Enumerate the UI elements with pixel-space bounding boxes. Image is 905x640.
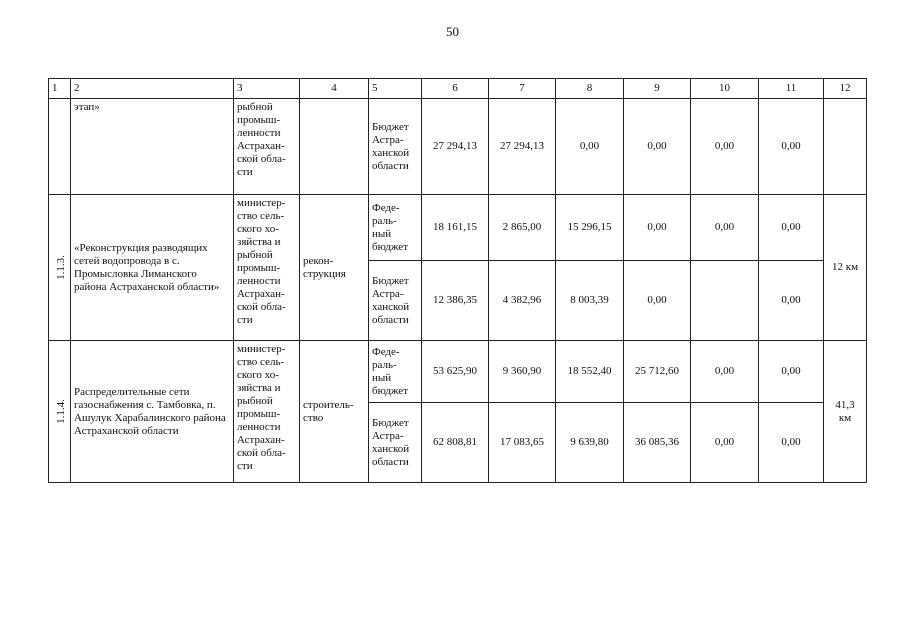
amount-cell: 8 003,39: [556, 261, 624, 341]
header-cell: 1: [49, 79, 71, 99]
header-cell: 7: [489, 79, 556, 99]
amount-cell: 17 083,65: [489, 403, 556, 483]
table-row: [49, 195, 867, 261]
capacity-cell: [824, 99, 867, 195]
header-cell: 2: [71, 79, 234, 99]
header-cell: 5: [369, 79, 422, 99]
funding-source-cell: Бюджет Астра- ханской области: [369, 403, 422, 483]
header-cell: 10: [691, 79, 759, 99]
amount-cell: 15 296,15: [556, 195, 624, 261]
amount-cell: 2 865,00: [489, 195, 556, 261]
work-type-cell: [300, 99, 369, 195]
table-row: [49, 99, 867, 195]
project-name-cell: этап»: [71, 99, 234, 195]
amount-cell: 0,00: [691, 99, 759, 195]
header-cell: 9: [624, 79, 691, 99]
work-type-cell: рекон- струкция: [300, 195, 369, 341]
amount-cell: 53 625,90: [422, 341, 489, 403]
amount-cell: 25 712,60: [624, 341, 691, 403]
executor-cell: рыбной промыш- ленности Астрахан- ской обла- сти: [234, 99, 300, 195]
amount-cell: 18 552,40: [556, 341, 624, 403]
project-name-cell: «Реконструкция разводящих сетей водопровода в с. Промысловка Лиманского района Астраханской области»: [71, 195, 234, 341]
header-cell: 11: [759, 79, 824, 99]
budget-table: [48, 78, 867, 483]
amount-cell: [691, 261, 759, 341]
table-row: [49, 341, 867, 403]
amount-cell: 36 085,36: [624, 403, 691, 483]
funding-source-cell: Феде- раль- ный бюджет: [369, 341, 422, 403]
amount-cell: 9 360,90: [489, 341, 556, 403]
amount-cell: 9 639,80: [556, 403, 624, 483]
funding-source-cell: Феде- раль- ный бюджет: [369, 195, 422, 261]
row-number-cell: 1.1.3.: [49, 195, 71, 341]
amount-cell: 0,00: [691, 403, 759, 483]
project-name-cell: Распределительные сети газоснабжения с. Тамбовка, п. Ашулук Харабалинского района Астраханской области: [71, 341, 234, 483]
executor-cell: министер- ство сель- ского хо- зяйства и рыбной промыш- ленности Астрахан- ской обла- сти: [234, 341, 300, 483]
amount-cell: 0,00: [624, 261, 691, 341]
amount-cell: 12 386,35: [422, 261, 489, 341]
header-cell: 12: [824, 79, 867, 99]
amount-cell: 0,00: [759, 195, 824, 261]
amount-cell: 0,00: [624, 99, 691, 195]
page-number: 50: [446, 24, 459, 39]
amount-cell: 27 294,13: [489, 99, 556, 195]
amount-cell: 18 161,15: [422, 195, 489, 261]
work-type-cell: строитель- ство: [300, 341, 369, 483]
amount-cell: 4 382,96: [489, 261, 556, 341]
amount-cell: 0,00: [759, 403, 824, 483]
funding-source-cell: Бюджет Астра- ханской области: [369, 99, 422, 195]
funding-source-cell: Бюджет Астра- ханской области: [369, 261, 422, 341]
amount-cell: 0,00: [759, 341, 824, 403]
amount-cell: 0,00: [691, 341, 759, 403]
header-cell: 6: [422, 79, 489, 99]
capacity-cell: 12 км: [824, 195, 867, 341]
amount-cell: 62 808,81: [422, 403, 489, 483]
header-cell: 8: [556, 79, 624, 99]
amount-cell: 0,00: [691, 195, 759, 261]
amount-cell: 0,00: [624, 195, 691, 261]
capacity-cell: 41,3 км: [824, 341, 867, 483]
executor-cell: министер- ство сель- ского хо- зяйства и рыбной промыш- ленности Астрахан- ской обла- сти: [234, 195, 300, 341]
amount-cell: 0,00: [556, 99, 624, 195]
amount-cell: 0,00: [759, 261, 824, 341]
header-cell: 4: [300, 79, 369, 99]
row-number-cell: 1.1.4.: [49, 341, 71, 483]
header-cell: 3: [234, 79, 300, 99]
amount-cell: 0,00: [759, 99, 824, 195]
row-number-cell: [49, 99, 71, 195]
header-row: [49, 79, 867, 99]
amount-cell: 27 294,13: [422, 99, 489, 195]
